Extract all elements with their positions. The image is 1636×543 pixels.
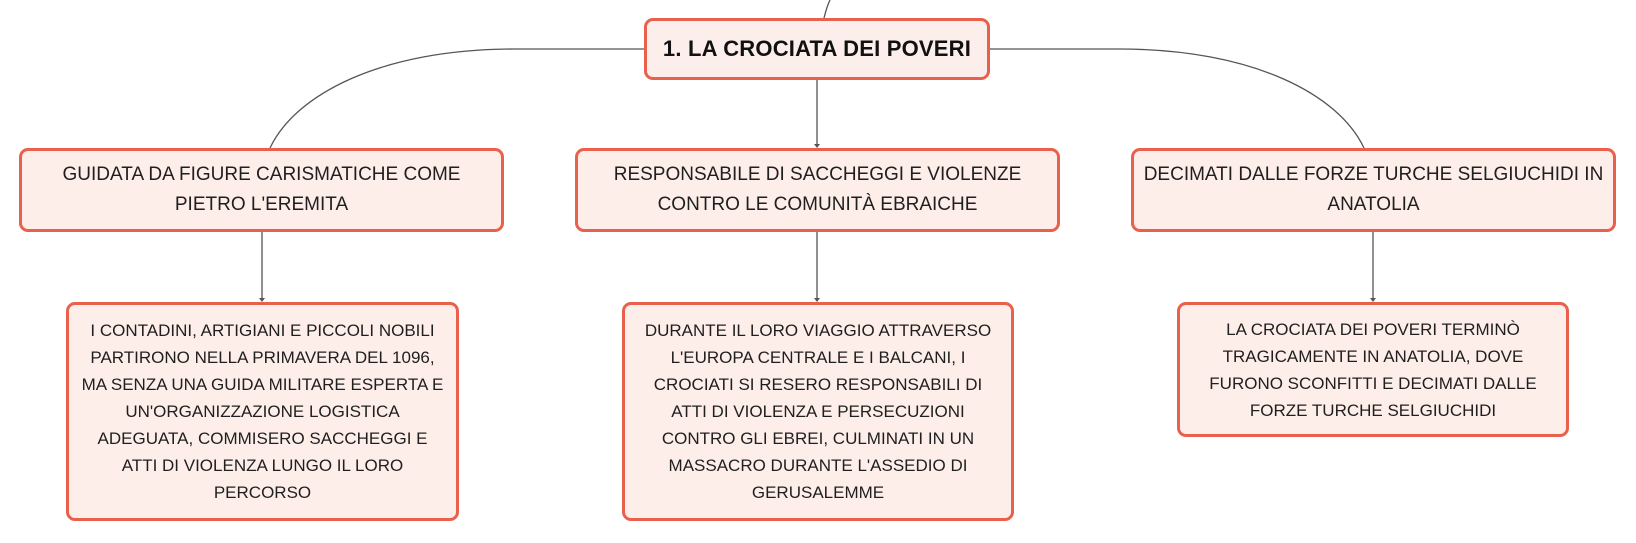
detail-node-anatolia[interactable] [1177,302,1569,437]
branch-node-leadership[interactable] [19,148,504,232]
detail-node-text: LA CROCIATA DEI POVERI TERMINÒ TRAGICAMENTE IN ANATOLIA, DOVE FURONO SCONFITTI E DECIMATI DALLE FORZE TURCHE SELGIUCHIDI [1209,319,1537,420]
connector-root-to-branch-1 [270,49,644,148]
branch-node-anatolia[interactable] [1131,148,1616,232]
connector-root-to-branch-3 [990,49,1364,148]
detail-node-text: DURANTE IL LORO VIAGGIO ATTRAVERSO L'EUROPA CENTRALE E I BALCANI, I CROCIATI SI RESERO RESPONSABILI DI ATTI DI VIOLENZA E PERSECUZIONI CONTRO GLI EBREI, CULMINATI IN UN MASSACRO DURANTE L'ASSEDIO DI GERUSALEMME [644,321,992,502]
root-node-label: 1. LA CROCIATA DEI POVERI [662,36,972,61]
branch-node-violence[interactable] [575,148,1060,232]
detail-node-text: I CONTADINI, ARTIGIANI E PICCOLI NOBILI PARTIRONO NELLA PRIMAVERA DEL 1096, MA SENZA UNA GUIDA MILITARE ESPERTA E UN'ORGANIZZAZIONE LOGISTICA ADEGUATA, COMMISERO SACCHEGGI E ATTI DI VIOLENZA LUNGO IL LORO PERCORSO [81,321,444,502]
detail-node-violence[interactable] [622,302,1014,521]
branch-node-label: GUIDATA DA FIGURE CARISMATICHE COME PIETRO L'EREMITA [62,164,461,215]
branch-node-label: RESPONSABILE DI SACCHEGGI E VIOLENZE CONTRO LE COMUNITÀ EBRAICHE [613,164,1022,215]
connector-from-parent [824,0,830,18]
branch-node-label: DECIMATI DALLE FORZE TURCHE SELGIUCHIDI IN ANATOLIA [1143,164,1604,215]
detail-node-leadership[interactable] [66,302,459,521]
root-node[interactable] [644,18,990,80]
